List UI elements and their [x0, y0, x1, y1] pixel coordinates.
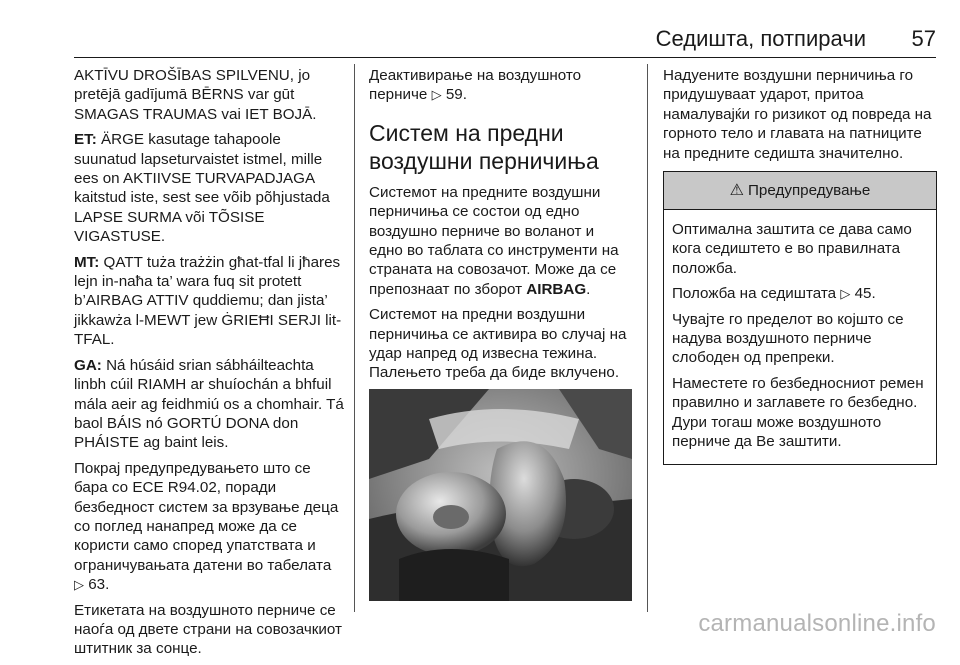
warning-triangle-icon: ⚠ — [729, 181, 745, 199]
page-number: 57 — [911, 26, 936, 51]
page-ref-link[interactable]: 63. — [88, 576, 110, 594]
paragraph-text: Положба на седиштата — [672, 285, 841, 303]
paragraph — [74, 253, 344, 350]
paragraph-text: Деактивирање на воздушното перниче — [369, 67, 582, 104]
page-header — [74, 22, 936, 58]
paragraph: Оптимална заштита се дава само кога седиштето е во правилната положба. — [672, 221, 912, 277]
column-1 — [74, 66, 344, 665]
page-ref-link[interactable]: 45. — [854, 285, 876, 303]
column-divider — [354, 64, 355, 612]
paragraph: Етикетата на воздушното перниче се наоѓа од двете страни на совозачкиот штитник за сонце. — [74, 601, 342, 658]
language-label: MT: — [74, 253, 100, 271]
paragraph — [672, 284, 928, 303]
paragraph-text: ÄRGE kasutage tahapoole suunatud lapseturvaistet istmel, mille ees on AKTIIVSE TURVAPADJAGA kaitstud iste, sest see võib põhjustada LAPSE SURMA või TÕSISE VIGASTUSE. — [74, 131, 330, 246]
paragraph-text: QATT tuża trażżin għat-tfal li jħares lejn in-naħa ta’ wara fuq sit protett b’AIRBAG ATTIV quddiemu; dan jista’ jikkawża l-MEWT jew ĠRIEĦI SERJI lit-TFAL. — [74, 253, 342, 349]
paragraph: AKTĪVU DROŠĪBAS SPILVENU, jo pretējā gadījumā BĒRNS var gūt SMAGAS TRAUMAS vai IET BOJĀ. — [74, 67, 317, 123]
warning-box — [663, 171, 937, 464]
section-heading: Систем на предни воздушни перничиња — [369, 119, 599, 174]
paragraph-text: Ná húsáid srian sábháilteachta linbh cúil RIAMH ar shuíochán a bhfuil mála aeir ag feidhmiú os a chomhair. Tá baol BÁIS nó GORTÚ DONA don PHÁISTE ag baint leis. — [74, 356, 344, 452]
column-3 — [663, 66, 937, 465]
paragraph — [74, 459, 344, 595]
header-rule — [74, 57, 936, 58]
paragraph: Надуените воздушни перничиња го придушуваат ударот, притоа намалувајќи го ризикот од повреда на горното тело и главата на патниците на предните седишта значително. — [663, 67, 932, 162]
paragraph — [74, 130, 344, 246]
paragraph-text: Системот на предните воздушни перничиња се состои од едно воздушно перниче во воланот и едно во таблата со инструменти на страната на совозачот. Може да се препознаат по зборот — [369, 183, 619, 298]
paragraph: Системот на предни воздушни перничиња се активира во случај на удар напред од извесна тежина. Палењето треба да биде вклучено. — [369, 306, 627, 382]
paragraph: Системот на предните воздушни перничиња се состои од едно воздушно перниче во воланот и едно во таблата со инструменти на страната на совозачот. Може да се препознаат по зборот AIRBAG. — [369, 183, 619, 298]
paragraph: Наместете го безбедносниот ремен правилно и заглавете го безбедно. Дури тогаш може воздушното перниче да Ве заштити. — [672, 374, 924, 451]
paragraph-text: Покрај предупредувањето што се бара со ECE R94.02, поради безбедност систем за врзување деца со поглед нанапред може да се користи само според упатствата и ограничувањата датени во табелата — [74, 459, 339, 574]
language-label: ET: — [74, 131, 97, 149]
language-label: GA: — [74, 356, 102, 374]
watermark: carmanualsonline.info — [698, 610, 936, 637]
page-ref-arrow-icon: ▷ — [840, 286, 851, 302]
paragraph — [369, 66, 632, 105]
page-title: Седишта, потпирачи — [655, 26, 866, 51]
paragraph: Чувајте го пределот во којшто се надува воздушното перниче слободен од препреки. — [672, 310, 904, 367]
column-divider — [647, 64, 648, 612]
page-ref-arrow-icon: ▷ — [74, 577, 84, 593]
paragraph — [74, 356, 344, 453]
airbag-deployment-photo — [369, 389, 632, 601]
airbag-term: AIRBAG — [526, 280, 587, 298]
warning-title: Предупредување — [748, 181, 871, 199]
page-ref-link[interactable]: 59. — [445, 86, 467, 104]
warning-body — [664, 210, 936, 463]
column-2 — [369, 66, 632, 601]
warning-header — [664, 172, 936, 210]
page-ref-arrow-icon: ▷ — [431, 87, 442, 103]
